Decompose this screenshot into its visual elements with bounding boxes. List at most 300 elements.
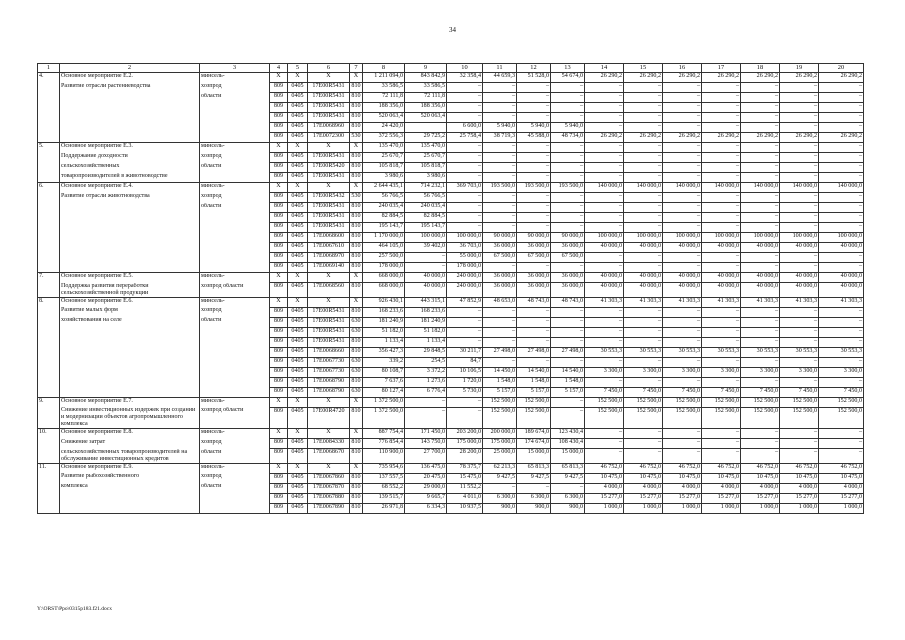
table-row [38,283,864,298]
row-number [38,103,60,113]
amount-cell: 10 475,0 [819,473,864,483]
executor [200,263,270,273]
amount-cell: 40 000,0 [819,243,864,253]
amount-cell: 240 000,0 [447,273,483,283]
row-number [38,223,60,233]
code-cell: 17Е0067730 [308,357,350,367]
code-cell: 17Е00R5431 [308,213,350,223]
amount-cell: 1 000,0 [819,503,864,513]
code-cell: 17Е0067890 [308,503,350,513]
amount-cell: 108 430,4 [551,439,585,449]
code-cell: 810 [350,307,363,317]
amount-cell: – [819,223,864,233]
amount-cell: 40 000,0 [780,283,819,298]
row-number [38,203,60,213]
code-cell: X [350,397,363,407]
header-cell: 13 [551,64,585,73]
code-cell: 0405 [288,213,308,223]
amount-cell: 5 730,0 [447,387,483,397]
code-cell: X [288,429,308,439]
amount-cell: 168 233,6 [405,307,447,317]
table-row [38,243,864,253]
executor: хозпрод области [200,407,270,429]
amount-cell: – [447,307,483,317]
executor [200,337,270,347]
row-number [38,439,60,449]
amount-cell: – [551,483,585,493]
amount-cell: 40 000,0 [780,243,819,253]
amount-cell: – [551,93,585,103]
table-row [38,93,864,103]
header-cell: 11 [483,64,517,73]
row-number [38,493,60,503]
executor: хозпрод [200,307,270,317]
amount-cell: – [741,123,780,133]
amount-cell: – [663,213,702,223]
amount-cell: – [585,83,624,93]
header-cell: 9 [405,64,447,73]
amount-cell: – [517,113,551,123]
amount-cell: 40 000,0 [702,283,741,298]
amount-cell: – [663,337,702,347]
amount-cell: – [551,213,585,223]
measure-name [60,103,200,113]
amount-cell: – [405,253,447,263]
amount-cell: 900,0 [483,503,517,513]
amount-cell: 90 000,0 [483,233,517,243]
amount-cell: 240 035,4 [363,203,405,213]
measure-name [60,123,200,133]
measure-name [60,213,200,223]
table-row [38,377,864,387]
amount-cell: – [741,83,780,93]
amount-cell: 152 500,0 [702,397,741,407]
amount-cell: 152 500,0 [819,407,864,429]
code-cell: 17Е0067610 [308,243,350,253]
amount-cell: – [663,103,702,113]
amount-cell: – [447,213,483,223]
amount-cell: – [447,337,483,347]
amount-cell: 3 300,0 [663,367,702,377]
amount-cell: 80 108,7 [363,367,405,377]
amount-cell: 26 290,2 [702,73,741,83]
row-number [38,327,60,337]
code-cell: 0405 [288,203,308,213]
amount-cell: 188 356,0 [405,103,447,113]
amount-cell: 443 315,1 [405,297,447,307]
code-cell: 810 [350,283,363,298]
amount-cell: – [585,337,624,347]
amount-cell: 4 000,0 [741,483,780,493]
amount-cell: – [517,163,551,173]
code-cell: 0405 [288,493,308,503]
amount-cell: – [741,377,780,387]
amount-cell: 26 290,2 [585,133,624,143]
amount-cell: 3 300,0 [624,367,663,377]
code-cell: 810 [350,493,363,503]
amount-cell: – [741,327,780,337]
amount-cell: 26 290,2 [780,133,819,143]
code-cell: 810 [350,123,363,133]
amount-cell: – [517,483,551,493]
amount-cell: – [702,83,741,93]
code-cell: 809 [270,449,288,464]
amount-cell: – [517,327,551,337]
table-row [38,163,864,173]
header-cell: 6 [308,64,350,73]
amount-cell: 100 000,0 [447,233,483,243]
executor: хозпрод [200,153,270,163]
amount-cell: 152 500,0 [483,397,517,407]
amount-cell: 339,2 [363,357,405,367]
measure-name: Развитие отрасли растениеводства [60,83,200,93]
amount-cell: 181 240,9 [405,317,447,327]
row-number [38,449,60,464]
amount-cell: – [624,377,663,387]
amount-cell: – [585,253,624,263]
budget-table-wrapper [37,63,863,514]
table-row [38,73,864,83]
code-cell: 0405 [288,283,308,298]
amount-cell: – [702,377,741,387]
code-cell: 630 [350,327,363,337]
code-cell: 630 [350,317,363,327]
table-row [38,407,864,429]
amount-cell: 40 000,0 [585,273,624,283]
amount-cell: – [702,173,741,183]
code-cell: 630 [350,357,363,367]
amount-cell: 4 000,0 [624,483,663,493]
amount-cell: 372 556,3 [363,133,405,143]
amount-cell: – [741,103,780,113]
amount-cell: 369 703,0 [447,183,483,193]
code-cell: X [308,429,350,439]
amount-cell: – [780,439,819,449]
amount-cell: – [780,213,819,223]
amount-cell: 10 475,0 [702,473,741,483]
amount-cell: 6 300,0 [551,493,585,503]
code-cell: 17Е00R5431 [308,93,350,103]
amount-cell: 3 300,0 [702,367,741,377]
amount-cell: 51 528,0 [517,73,551,83]
code-cell: 0405 [288,163,308,173]
measure-name: товаропроизводителей в животноводстве [60,173,200,183]
amount-cell: 175 000,0 [447,439,483,449]
amount-cell: 152 500,0 [741,397,780,407]
amount-cell: 72 111,8 [363,93,405,103]
amount-cell: 3 300,0 [585,367,624,377]
executor: области [200,163,270,173]
amount-cell: – [483,103,517,113]
row-number [38,233,60,243]
amount-cell: – [483,307,517,317]
code-cell: X [270,273,288,283]
amount-cell: 48 653,0 [483,297,517,307]
code-cell: 0405 [288,439,308,449]
amount-cell: – [819,83,864,93]
amount-cell: 1 000,0 [702,503,741,513]
code-cell: 17Е00R5431 [308,83,350,93]
row-number [38,483,60,493]
amount-cell: 40 000,0 [663,243,702,253]
amount-cell: – [819,163,864,173]
amount-cell: – [483,317,517,327]
code-cell: 530 [350,193,363,203]
header-cell: 17 [702,64,741,73]
code-cell: 17Е0067730 [308,367,350,377]
amount-cell: – [624,327,663,337]
code-cell: 17Е00R5431 [308,223,350,233]
code-cell: X [288,73,308,83]
amount-cell: 356 427,3 [363,347,405,357]
row-number [38,113,60,123]
amount-cell: 26 290,2 [741,73,780,83]
amount-cell: 3 980,6 [405,173,447,183]
executor: области [200,317,270,327]
amount-cell: – [624,203,663,213]
executor: хозпрод области [200,283,270,298]
amount-cell: 40 000,0 [405,273,447,283]
amount-cell: 15 277,0 [585,493,624,503]
amount-cell: – [819,173,864,183]
code-cell: 0405 [288,407,308,429]
amount-cell: 82 884,5 [405,213,447,223]
amount-cell: – [447,223,483,233]
amount-cell: – [780,153,819,163]
amount-cell: 90 000,0 [517,233,551,243]
code-cell: 0405 [288,377,308,387]
table-row [38,193,864,203]
amount-cell: 40 000,0 [663,273,702,283]
measure-name [60,223,200,233]
amount-cell: – [585,317,624,327]
amount-cell: – [663,307,702,317]
amount-cell: – [702,103,741,113]
code-cell: 809 [270,243,288,253]
amount-cell: 100 000,0 [780,233,819,243]
code-cell: 809 [270,103,288,113]
executor [200,223,270,233]
table-row [38,503,864,513]
executor: хозпрод [200,83,270,93]
amount-cell: 1 170 000,0 [363,233,405,243]
amount-cell: 10 937,5 [447,503,483,513]
row-number [38,123,60,133]
amount-cell: – [585,263,624,273]
measure-name: Снижение инвестиционных издержек при создании и модернизации объектов агропромышленного комплекса [60,407,200,429]
amount-cell: – [780,317,819,327]
amount-cell: – [819,153,864,163]
code-cell: 809 [270,327,288,337]
amount-cell: 1 548,0 [483,377,517,387]
amount-cell: – [663,123,702,133]
amount-cell: – [483,337,517,347]
table-row [38,307,864,317]
amount-cell: – [819,93,864,103]
measure-name [60,93,200,103]
code-cell: 809 [270,83,288,93]
budget-table [37,63,864,514]
amount-cell: – [663,263,702,273]
amount-cell: 152 500,0 [819,397,864,407]
amount-cell: 9 427,5 [551,473,585,483]
executor: хозпрод [200,193,270,203]
header-cell: 16 [663,64,702,73]
measure-name: Поддержание доходности [60,153,200,163]
amount-cell: – [702,153,741,163]
amount-cell: – [447,83,483,93]
amount-cell: 193 500,0 [551,183,585,193]
measure-name [60,493,200,503]
amount-cell: 152 500,0 [702,407,741,429]
executor: минсель- [200,143,270,153]
row-number: 5. [38,143,60,153]
code-cell: 809 [270,337,288,347]
table-row [38,297,864,307]
code-cell: 17Е0067880 [308,493,350,503]
amount-cell: – [819,429,864,439]
amount-cell: 152 500,0 [780,407,819,429]
amount-cell: – [585,377,624,387]
amount-cell: – [517,263,551,273]
executor [200,123,270,133]
amount-cell: – [819,439,864,449]
amount-cell: 41 303,3 [780,297,819,307]
code-cell: 810 [350,439,363,449]
amount-cell: 140 000,0 [663,183,702,193]
amount-cell: – [405,407,447,429]
amount-cell: – [585,123,624,133]
amount-cell: – [517,103,551,113]
amount-cell: – [741,203,780,213]
amount-cell: – [702,213,741,223]
amount-cell: – [819,263,864,273]
measure-name: Развитие малых форм [60,307,200,317]
measure-name [60,243,200,253]
amount-cell: 1 133,4 [363,337,405,347]
amount-cell: 100 000,0 [585,233,624,243]
amount-cell: 30 553,3 [624,347,663,357]
code-cell: 0405 [288,83,308,93]
amount-cell: – [624,103,663,113]
amount-cell: – [585,357,624,367]
amount-cell: 168 233,6 [363,307,405,317]
measure-name: Основное мероприятие Е.2. [60,73,200,83]
amount-cell: 152 500,0 [663,407,702,429]
amount-cell: – [585,307,624,317]
amount-cell: 203 200,0 [447,429,483,439]
row-number [38,83,60,93]
amount-cell: 140 000,0 [741,183,780,193]
page-number: 34 [449,26,456,34]
amount-cell: – [447,173,483,183]
amount-cell: – [663,143,702,153]
code-cell: 0405 [288,123,308,133]
row-number [38,263,60,273]
amount-cell: – [780,337,819,347]
amount-cell: 30 553,3 [585,347,624,357]
code-cell: 17Е0068600 [308,233,350,243]
executor: области [200,449,270,464]
table-row [38,493,864,503]
code-cell: 810 [350,347,363,357]
code-cell: X [308,297,350,307]
table-row [38,233,864,243]
amount-cell: – [663,327,702,337]
code-cell: 809 [270,283,288,298]
amount-cell: – [702,143,741,153]
amount-cell: – [585,173,624,183]
row-number [38,213,60,223]
amount-cell: 46 752,0 [702,463,741,473]
header-cell: 3 [200,64,270,73]
amount-cell: 140 000,0 [780,183,819,193]
table-row [38,203,864,213]
amount-cell: – [517,307,551,317]
amount-cell: – [663,113,702,123]
code-cell: 17Е0069140 [308,263,350,273]
amount-cell: 14 450,0 [483,367,517,377]
amount-cell: – [780,83,819,93]
amount-cell: – [447,193,483,203]
amount-cell: – [517,193,551,203]
code-cell: 809 [270,493,288,503]
amount-cell: – [819,103,864,113]
code-cell: 810 [350,153,363,163]
amount-cell: 26 290,2 [663,133,702,143]
amount-cell: – [780,203,819,213]
amount-cell: – [551,113,585,123]
table-row [38,113,864,123]
amount-cell: 11 552,2 [447,483,483,493]
amount-cell: 776 854,4 [363,439,405,449]
amount-cell: 32 358,4 [447,73,483,83]
amount-cell: 240 035,4 [405,203,447,213]
code-cell: 809 [270,153,288,163]
amount-cell: – [447,407,483,429]
code-cell: X [308,183,350,193]
amount-cell: 152 500,0 [517,407,551,429]
amount-cell: 40 000,0 [702,243,741,253]
table-row [38,429,864,439]
amount-cell: 41 303,3 [663,297,702,307]
amount-cell: – [624,193,663,203]
amount-cell: – [819,203,864,213]
amount-cell: – [741,449,780,464]
amount-cell: 1 273,6 [405,377,447,387]
row-number [38,243,60,253]
amount-cell: 39 402,0 [405,243,447,253]
code-cell: X [270,397,288,407]
amount-cell: 668 000,0 [363,283,405,298]
amount-cell: 25 670,7 [405,153,447,163]
row-number: 4. [38,73,60,83]
amount-cell: 136 475,0 [405,463,447,473]
amount-cell: 4 011,0 [447,493,483,503]
amount-cell: 46 752,0 [624,463,663,473]
amount-cell: 3 300,0 [780,367,819,377]
code-cell: 810 [350,203,363,213]
row-number [38,193,60,203]
amount-cell: 178 000,0 [447,263,483,273]
amount-cell: – [447,153,483,163]
amount-cell: 926 430,1 [363,297,405,307]
header-cell: 14 [585,64,624,73]
measure-name: комплекса [60,483,200,493]
row-number [38,473,60,483]
code-cell: 17Е00R4720 [308,407,350,429]
amount-cell: 174 674,0 [517,439,551,449]
